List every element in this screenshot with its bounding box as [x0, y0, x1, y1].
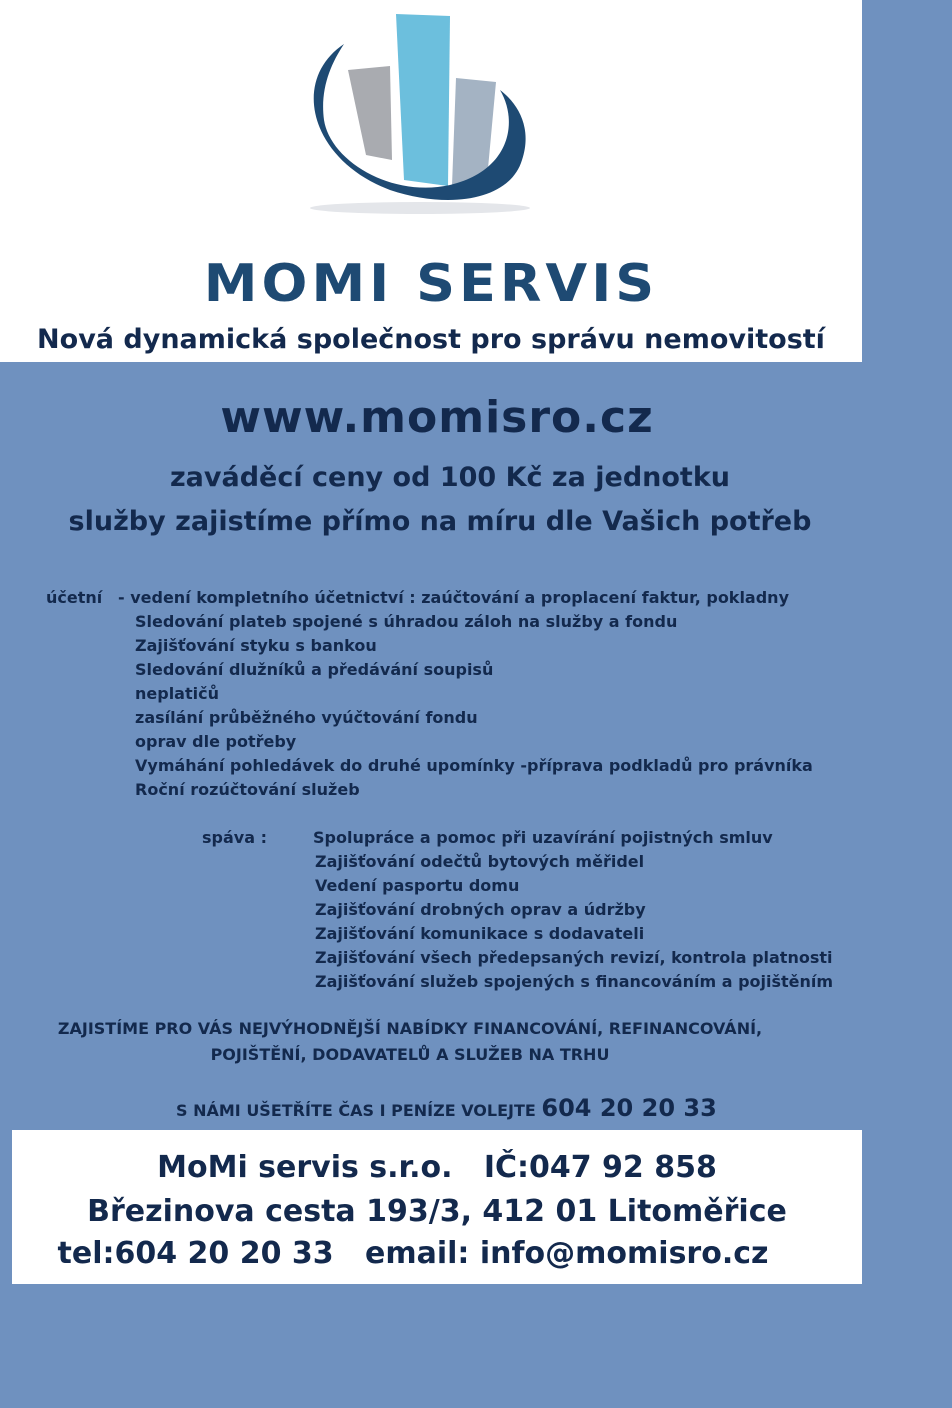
- list-item: Roční rozúčtování služeb: [135, 780, 360, 799]
- accounting-list: [135, 610, 813, 802]
- list-item: Zajišťování komunikace s dodavateli: [315, 924, 645, 943]
- promo-line-2: služby zajistíme přímo na míru dle Vašich potřeb: [68, 506, 812, 537]
- call-to-action: [176, 1094, 717, 1122]
- accounting-label: účetní: [46, 588, 103, 607]
- promo-line-1: zaváděcí ceny od 100 Kč za jednotku: [169, 462, 731, 493]
- list-item: Zajišťování služeb spojených s financováním a pojištěním: [315, 972, 834, 991]
- offer-line-2: POJIŠTĚNÍ, DODAVATELŮ A SLUŽEB NA TRHU: [210, 1045, 610, 1064]
- offer-line-1: ZAJISTÍME PRO VÁS NEJVÝHODNĚJŠÍ NABÍDKY FINANCOVÁNÍ, REFINANCOVÁNÍ,: [57, 1019, 763, 1038]
- list-item: Vymáhání pohledávek do druhé upomínky -příprava podkladů pro právníka: [135, 756, 813, 775]
- management-list: [313, 826, 833, 994]
- list-item: Sledování dlužníků a předávání soupisů: [135, 660, 494, 679]
- call-phone[interactable]: 604 20 20 33: [541, 1094, 717, 1122]
- website-link[interactable]: www.momisro.cz: [220, 392, 654, 443]
- brand-title: MOMI SERVIS: [203, 253, 659, 314]
- list-item: Sledování plateb spojené s úhradou záloh na služby a fondu: [135, 612, 678, 631]
- list-item: Zajišťování styku s bankou: [135, 636, 377, 655]
- tagline: Nová dynamická společnost pro správu nemovitostí: [37, 324, 825, 355]
- building-bars-logo-icon: [300, 10, 540, 220]
- list-item: Zajišťování všech předepsaných revizí, kontrola platnosti: [315, 948, 833, 967]
- list-item: zasílání průběžného vyúčtování fondu: [135, 708, 478, 727]
- contact-phone-email[interactable]: tel:604 20 20 33 email: info@momisro.cz: [57, 1236, 769, 1271]
- list-item: Vedení pasportu domu: [315, 876, 520, 895]
- contact-address: Březinova cesta 193/3, 412 01 Litoměřice: [87, 1194, 787, 1229]
- call-text: S NÁMI UŠETŘÍTE ČAS I PENÍZE VOLEJTE: [176, 1101, 536, 1120]
- contact-company: MoMi servis s.r.o. IČ:047 92 858: [157, 1150, 717, 1185]
- list-item: oprav dle potřeby: [135, 732, 297, 751]
- list-item: Zajišťování drobných oprav a údržby: [315, 900, 646, 919]
- list-item: Spolupráce a pomoc při uzavírání pojistných smluv: [313, 828, 773, 847]
- management-label: spáva :: [202, 828, 267, 847]
- accounting-first-item: - vedení kompletního účetnictví : zaúčtování a proplacení faktur, pokladny: [118, 588, 789, 607]
- list-item: neplatičů: [135, 684, 219, 703]
- list-item: Zajišťování odečtů bytových měřidel: [315, 852, 645, 871]
